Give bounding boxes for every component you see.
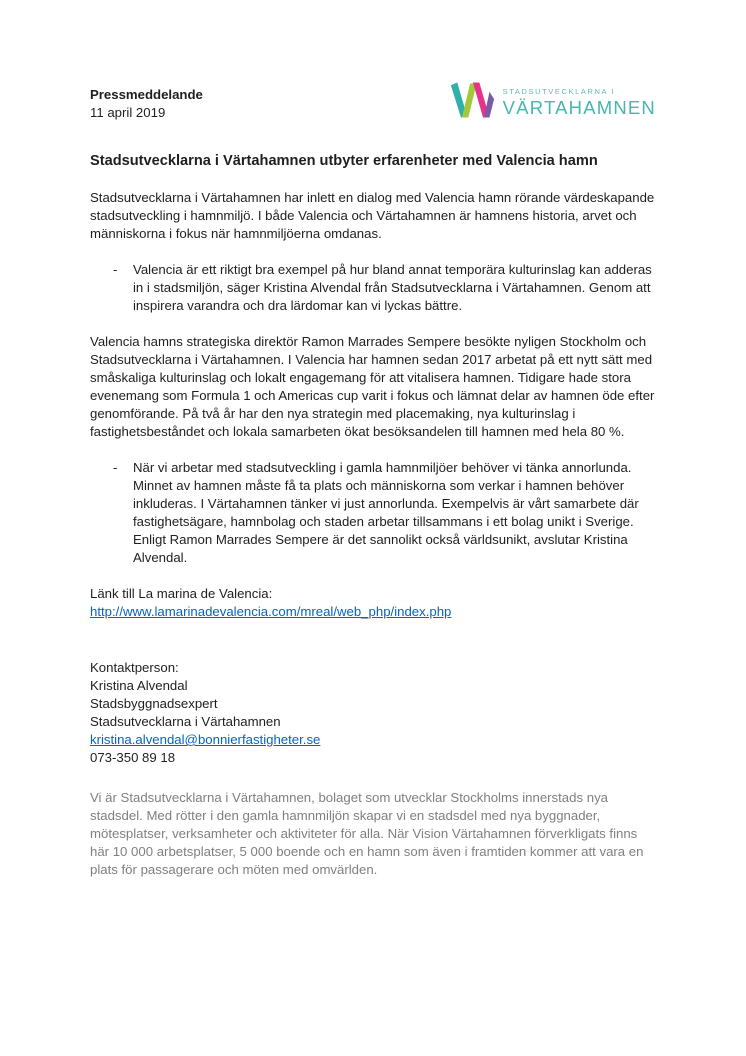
document-header: [90, 86, 656, 132]
quote-paragraph-2: [113, 459, 656, 567]
document-date: 11 april 2019: [90, 105, 166, 120]
logo-name: VÄRTAHAMNEN: [502, 96, 656, 118]
valencia-link-block: [90, 585, 656, 621]
contact-name: Kristina Alvendal: [90, 678, 188, 693]
quote-paragraph-1: [113, 261, 656, 315]
valencia-marina-link[interactable]: http://www.lamarinadevalencia.com/mreal/web_php/index.php: [90, 604, 452, 619]
contact-phone: 073-350 89 18: [90, 750, 176, 765]
contact-role: Stadsbyggnadsexpert: [90, 696, 218, 711]
document-type-label: Pressmeddelande: [90, 87, 203, 102]
press-release-title: Stadsutvecklarna i Värtahamnen utbyter erfarenheter med Valencia hamn: [90, 153, 598, 169]
intro-paragraph: Stadsutvecklarna i Värtahamnen har inlett en dialog med Valencia hamn rörande värdeskapande stadsutveckling i hamnmiljö. I både Valencia och Värtahamnen är hamnens historia, arvet och människorna i fokus när hamnmiljöerna omdanas.: [90, 190, 655, 241]
logo-text: [503, 88, 656, 117]
body-paragraph-1: Valencia hamns strategiska direktör Ramon Marrades Sempere besökte nyligen Stockholm och Stadsutvecklarna i Värtahamnen. I Valencia har hamnen sedan 2017 arbetat på ett nytt sätt med småskaliga kulturinslag och lokalt engagemang för att vitalisera hamnen. Tidigare hade stora evenemang som Formula 1 och Americas cup varit i fokus och lämnat delar av hamnen öde efter genomförande. På två år har den nya strategin med placemaking, nya kulturinslag i fastighetsbeståndet och lokala samarbeten ökat besöksandelen till hamnen med hela 80 %.: [90, 334, 655, 439]
company-boilerplate: Vi är Stadsutvecklarna i Värtahamnen, bolaget som utvecklar Stockholms innerstads nya stadsdel. Med rötter i den gamla hamnmiljön skapar vi en stadsdel med nya byggnader, mötesplatser, verksamheter och aktiviteter för alla. När Vision Värtahamnen förverkligats finns här 10 000 arbetsplatser, 5 000 boende och en hamn som även i framtiden kommer att vara en plats för passagerare och möten med omvärlden.: [90, 790, 644, 877]
company-logo: [449, 80, 656, 125]
contact-company: Stadsutvecklarna i Värtahamnen: [90, 714, 281, 729]
quote-text-2: När vi arbetar med stadsutveckling i gamla hamnmiljöer behöver vi tänka annorlunda. Minnet av hamnen måste få ta plats och människorna som verkar i hamnen behöver inkluderas. I Värtahamnen tänker vi just annorlunda. Exempelvis är vårt samarbete där fastighetsägare, hamnbolag och staden arbetar tillsammans i ett bolag unikt i Sverige. Enligt Ramon Marrades Sempere är det sannolikt också världsunikt, avslutar Kristina Alvendal.: [133, 460, 639, 565]
contact-email-link[interactable]: kristina.alvendal@bonnierfastigheter.se: [90, 732, 321, 747]
logo-tagline: STADSUTVECKLARNA I: [502, 86, 616, 96]
valencia-link-label: Länk till La marina de Valencia:: [90, 586, 273, 601]
contact-section: [90, 659, 656, 767]
quote-dash-marker: -: [113, 460, 118, 475]
quote-text-1: Valencia är ett riktigt bra exempel på hur bland annat temporära kulturinslag kan adderas in i stadsmiljön, säger Kristina Alvendal från Stadsutvecklarna i Värtahamnen. Genom att inspirera varandra och dra lärdomar kan vi lyckas bättre.: [133, 262, 652, 313]
contact-heading: Kontaktperson:: [90, 660, 179, 675]
vartahamnen-logo-icon: [449, 80, 495, 125]
quote-dash-marker: -: [113, 262, 118, 277]
